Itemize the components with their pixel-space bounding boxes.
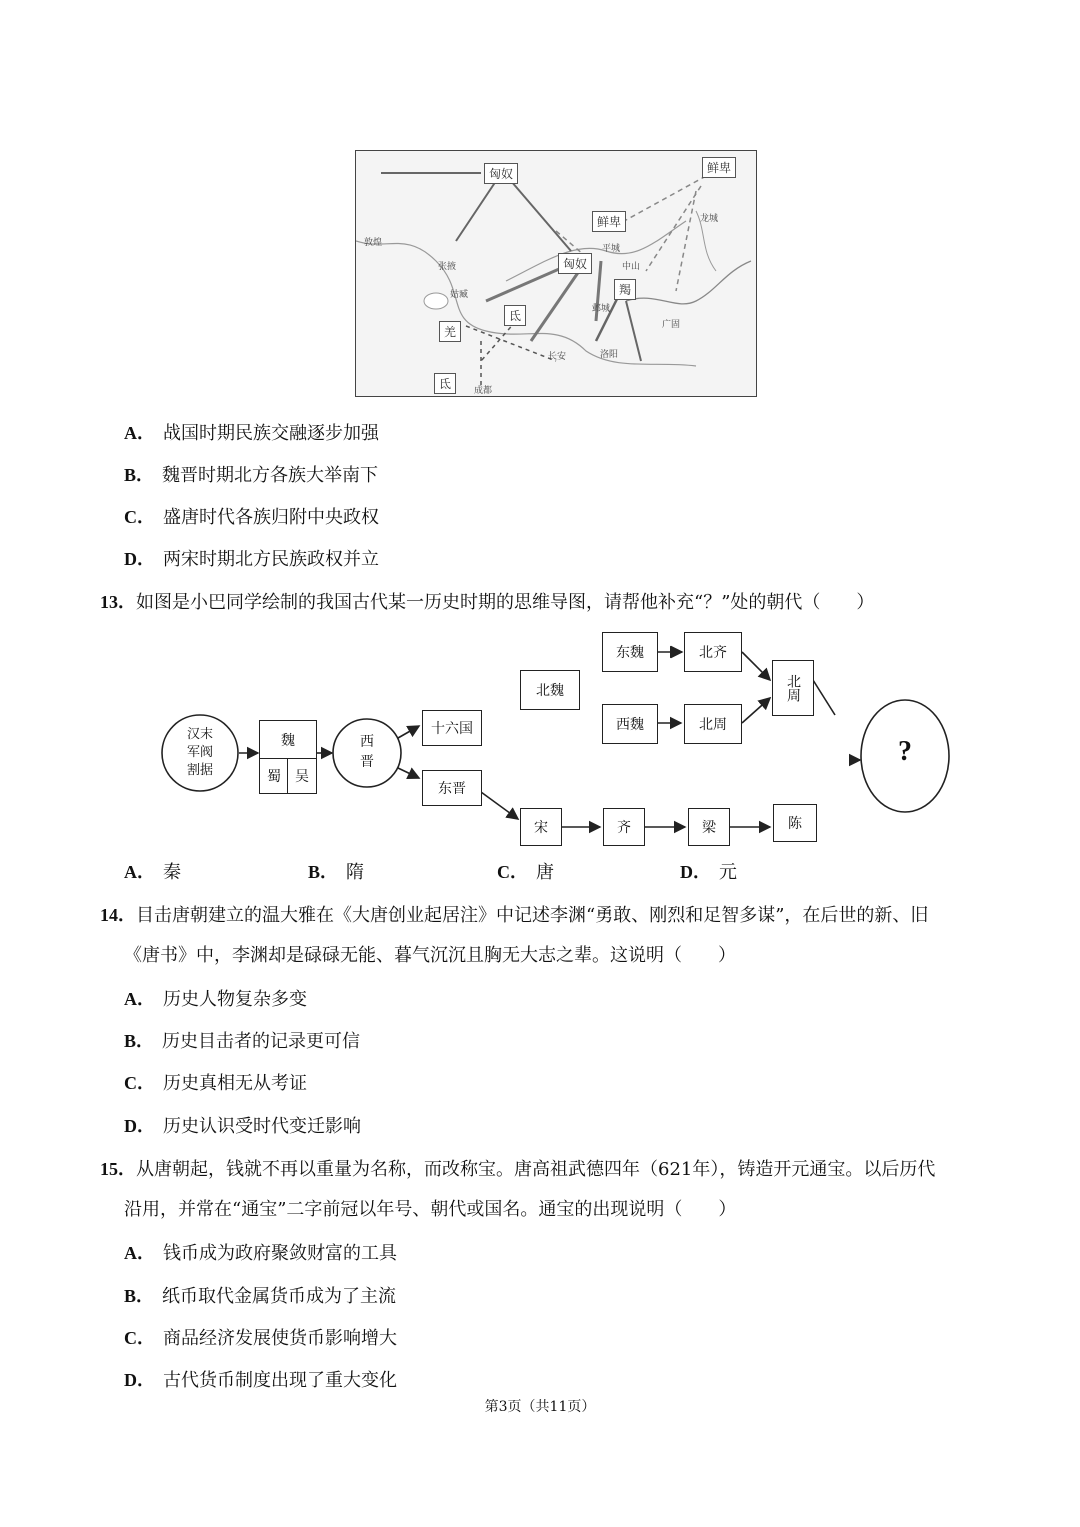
- option-letter: A．: [124, 1243, 155, 1263]
- option-text: 历史目击者的记录更可信: [162, 1031, 361, 1052]
- map-city-yecheng: 邺城: [592, 304, 611, 314]
- option-text: 钱币成为政府聚敛财富的工具: [163, 1243, 397, 1264]
- q13-stem: [100, 590, 874, 615]
- map-city-guangu: 广固: [662, 320, 681, 330]
- map-label-xianbei-mid: 鲜卑: [592, 211, 626, 232]
- option-letter: C．: [124, 1073, 155, 1093]
- option-text: 秦: [163, 862, 181, 883]
- option-text: 历史人物复杂多变: [163, 989, 307, 1010]
- q14-stem-line2: 《唐书》中，李渊却是碌碌无能、暮气沉沉且胸无大志之辈。这说明（ ）: [124, 945, 736, 966]
- q13-option-d: [680, 860, 737, 885]
- q12-option-a: [124, 421, 379, 446]
- option-text: 商品经济发展使货币影响增大: [163, 1328, 397, 1349]
- option-letter: D．: [124, 549, 155, 569]
- option-text: 两宋时期北方民族政权并立: [163, 549, 379, 570]
- mm-beizhou-b-box: 北周: [772, 660, 814, 716]
- q13-option-c: [497, 860, 554, 885]
- option-letter: C．: [124, 507, 155, 527]
- q12-option-c: [124, 505, 379, 530]
- question-text: 如图是小巴同学绘制的我国古代某一历史时期的思维导图，请帮他补充“？”处的朝代（ ）: [136, 592, 875, 613]
- mm-question-mark: ?: [898, 736, 912, 767]
- q15-stem-line2: 沿用，并常在“通宝”二字前冠以年号、朝代或国名。通宝的出现说明（ ）: [124, 1199, 737, 1220]
- map-city-changan: 长安: [548, 352, 567, 362]
- q14-option-a: [124, 987, 307, 1012]
- mm-dongwei-box: 东魏: [602, 632, 658, 672]
- page-footer: 第3页（共11页）: [484, 1399, 596, 1415]
- map-city-zhongshan: 中山: [622, 262, 641, 272]
- map-city-dunhuang: 敦煌: [364, 238, 383, 248]
- option-letter: B．: [124, 465, 155, 485]
- map-label-xianbei-top: 鲜卑: [702, 157, 736, 178]
- mm-song-box: 宋: [520, 808, 562, 846]
- option-text: 历史真相无从考证: [163, 1073, 307, 1094]
- option-letter: D．: [680, 862, 711, 882]
- option-letter: A．: [124, 862, 155, 882]
- option-letter: B．: [124, 1286, 155, 1306]
- question-number: 14．: [100, 905, 136, 925]
- question-number: 15．: [100, 1159, 136, 1179]
- q15-option-b: [124, 1284, 396, 1309]
- migration-map: [355, 150, 757, 397]
- map-city-guzang: 姑臧: [450, 290, 469, 300]
- option-letter: A．: [124, 423, 155, 443]
- mm-xijin-node: 西晋: [360, 734, 374, 770]
- mm-dongjin-box: 东晋: [422, 770, 482, 806]
- map-label-di-mid: 氐: [504, 305, 526, 326]
- option-letter: C．: [124, 1328, 155, 1348]
- question-number: 13．: [100, 592, 136, 612]
- map-label-jie: 羯: [614, 279, 636, 300]
- mm-chen-box: 陈: [773, 804, 817, 842]
- map-city-zhangye: 张掖: [438, 262, 457, 272]
- question-text: 目击唐朝建立的温大雅在《大唐创业起居注》中记述李渊“勇敢、刚烈和足智多谋”，在后世的新、旧: [136, 905, 929, 926]
- map-label-qiang: 羌: [439, 321, 461, 342]
- mm-qi-box: 齐: [603, 808, 645, 846]
- q13-option-a: [124, 860, 181, 885]
- option-letter: B．: [308, 862, 339, 882]
- mm-liang-box: 梁: [688, 808, 730, 846]
- q15-option-c: [124, 1326, 397, 1351]
- q12-option-b: [124, 463, 378, 488]
- q12-option-d: [124, 547, 379, 572]
- map-city-longcheng: 龙城: [700, 214, 719, 224]
- map-label-xiongnu-top: 匈奴: [484, 163, 518, 184]
- mm-beiwei-box: 北魏: [520, 670, 580, 710]
- mm-wu-box: 吴: [287, 758, 317, 794]
- option-letter: D．: [124, 1370, 155, 1390]
- q14-stem-line1: [100, 903, 928, 928]
- mm-beiqi-box: 北齐: [684, 632, 742, 672]
- question-text: 从唐朝起，钱就不再以重量为名称，而改称宝。唐高祖武德四年（621年），铸造开元通宝。以后历代: [136, 1159, 936, 1180]
- option-letter: A．: [124, 989, 155, 1009]
- q14-option-b: [124, 1029, 360, 1054]
- q15-option-a: [124, 1241, 397, 1266]
- q14-option-d: [124, 1114, 361, 1139]
- map-city-chengdu: 成都: [474, 386, 493, 396]
- q15-option-d: [124, 1368, 397, 1393]
- mm-shiliuguo-box: 十六国: [422, 710, 482, 746]
- mm-xiwei-box: 西魏: [602, 704, 658, 744]
- option-text: 古代货币制度出现了重大变化: [163, 1370, 397, 1391]
- option-text: 纸币取代金属货币成为了主流: [162, 1286, 397, 1307]
- option-text: 战国时期民族交融逐步加强: [163, 423, 379, 444]
- mm-beizhou-a-box: 北周: [684, 704, 742, 744]
- q15-stem-line1: [100, 1157, 935, 1182]
- option-text: 盛唐时代各族归附中央政权: [163, 507, 379, 528]
- option-text: 隋: [346, 862, 365, 883]
- map-label-xiongnu-mid: 匈奴: [558, 253, 592, 274]
- option-letter: B．: [124, 1031, 155, 1051]
- option-text: 唐: [536, 862, 554, 883]
- option-text: 魏晋时期北方各族大举南下: [162, 465, 379, 486]
- mm-han-node: 汉末军阀割据: [186, 727, 213, 778]
- q14-option-c: [124, 1071, 307, 1096]
- mind-map: [160, 620, 960, 860]
- q13-option-b: [308, 860, 364, 885]
- option-letter: C．: [497, 862, 528, 882]
- mm-shu-box: 蜀: [259, 758, 289, 794]
- mm-wei-box: 魏: [259, 720, 317, 760]
- option-letter: D．: [124, 1116, 155, 1136]
- option-text: 历史认识受时代变迁影响: [163, 1116, 361, 1137]
- map-city-luoyang: 洛阳: [600, 350, 619, 360]
- option-text: 元: [719, 862, 737, 883]
- map-label-di-bottom: 氐: [434, 373, 456, 394]
- map-city-pingcheng: 平城: [602, 244, 621, 254]
